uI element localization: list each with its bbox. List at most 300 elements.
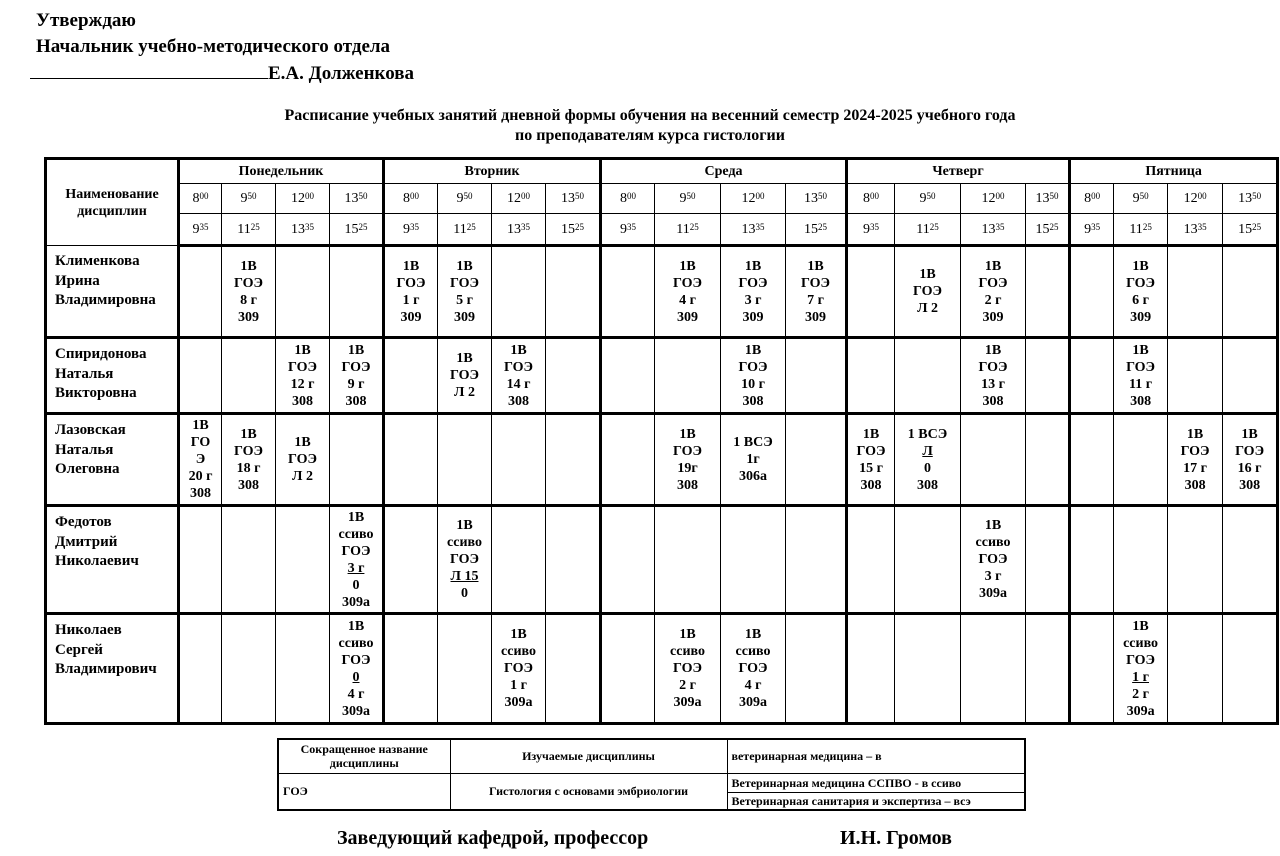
cell-line: 308: [860, 477, 882, 493]
approver-position: Начальник учебно-методического отдела: [36, 36, 391, 57]
end-time: [384, 214, 438, 246]
time-hour: 9: [240, 191, 248, 206]
start-time: [786, 184, 847, 214]
start-time: [895, 184, 961, 214]
end-time: [222, 214, 276, 246]
schedule-cell: [655, 414, 721, 506]
schedule-cell: [601, 246, 655, 338]
schedule-cell: [961, 614, 1026, 724]
cell-line: 10 г: [741, 376, 765, 392]
schedule-table: [44, 157, 1279, 725]
time-minute: 35: [627, 221, 637, 232]
time-minute: 50: [1139, 191, 1149, 201]
cell-line: 1 г: [402, 292, 420, 308]
time-hour: 11: [676, 221, 690, 237]
schedule-cell: [330, 338, 384, 414]
time-minute: 35: [410, 221, 419, 232]
time-minute: 50: [686, 191, 696, 201]
start-time: [1070, 184, 1114, 214]
time-hour: 9: [919, 191, 927, 206]
cell-line: ГОЭ: [450, 368, 479, 383]
cell-line: ссиво: [338, 635, 374, 651]
time-hour: 15: [561, 221, 575, 237]
schedule-cell: [1114, 246, 1168, 338]
time-minute: 00: [755, 191, 765, 201]
teacher-name: Николаев Сергей Владимирович: [46, 614, 179, 724]
time-hour: 9: [620, 221, 628, 237]
end-time: [847, 214, 895, 246]
cell-line: 309: [400, 309, 422, 325]
time-minute: 00: [995, 191, 1005, 201]
cell-line: 1В: [984, 258, 1002, 274]
schedule-cell: [961, 506, 1026, 614]
cell-line: ГОЭ: [801, 275, 830, 291]
schedule-cell: [721, 338, 786, 414]
cell-line: ГОЭ: [1126, 359, 1156, 375]
day-header: Четверг: [847, 159, 1070, 184]
time-hour: 9: [863, 221, 871, 237]
time-minute: 50: [247, 191, 257, 201]
time-minute: 35: [1091, 221, 1101, 232]
schedule-cell: [1026, 614, 1070, 724]
start-time: [330, 184, 384, 214]
cell-line: ГОЭ: [234, 275, 263, 291]
cell-line: 13 г: [981, 376, 1005, 392]
schedule-cell: [1070, 614, 1114, 724]
end-time: [1168, 214, 1223, 246]
schedule-cell: [1168, 614, 1223, 724]
time-minute: 25: [1142, 221, 1152, 232]
schedule-cell: [438, 338, 492, 414]
start-time: [438, 184, 492, 214]
schedule-cell: [1168, 246, 1223, 338]
time-minute: 35: [521, 221, 530, 232]
schedule-cell: [1223, 338, 1278, 414]
time-minute: 35: [305, 221, 314, 232]
time-minute: 50: [1252, 191, 1262, 201]
time-minute: 25: [929, 221, 939, 232]
cell-line: 17 г: [1183, 460, 1207, 476]
end-time: [721, 214, 786, 246]
cell-line: 309: [742, 309, 764, 325]
end-time: [330, 214, 384, 246]
cell-line: 1В: [456, 518, 473, 533]
time-hour: 13: [804, 191, 819, 206]
cell-line: ГОЭ: [673, 443, 702, 459]
schedule-cell: [1114, 414, 1168, 506]
schedule-cell: [179, 614, 222, 724]
cell-line: 309: [454, 309, 475, 325]
schedule-cell: [222, 506, 276, 614]
start-time: [276, 184, 330, 214]
cell-line: 308: [1130, 393, 1152, 409]
schedule-cell: [721, 414, 786, 506]
approval-block: [36, 8, 414, 87]
cell-line: 308: [508, 393, 529, 409]
time-minute: 00: [1197, 191, 1207, 201]
schedule-cell: [179, 246, 222, 338]
cell-line: ГОЭ: [978, 552, 1008, 567]
cell-line: ссиво: [338, 526, 374, 542]
teacher-name: Клименкова Ирина Владимировна: [46, 246, 179, 338]
time-hour: 13: [1035, 191, 1050, 206]
cell-line: 309а: [979, 586, 1008, 601]
time-hour: 11: [916, 221, 930, 237]
cell-line: 4 г: [744, 678, 762, 693]
cell-line: ГОЭ: [341, 359, 371, 375]
schedule-cell: [1070, 506, 1114, 614]
schedule-cell: [721, 246, 786, 338]
start-time: [546, 184, 601, 214]
schedule-cell: [438, 246, 492, 338]
cell-line: 0: [352, 669, 360, 685]
schedule-cell: [1070, 246, 1114, 338]
schedule-cell: [1026, 338, 1070, 414]
schedule-cell: [384, 614, 438, 724]
schedule-cell: [179, 506, 222, 614]
cell-line: 308: [742, 393, 764, 409]
time-minute: 00: [521, 191, 530, 201]
cell-line: ГОЭ: [738, 359, 768, 375]
cell-line: ГОЭ: [288, 452, 317, 467]
schedule-cell: [1223, 414, 1278, 506]
time-minute: 25: [358, 221, 368, 232]
schedule-cell: [1168, 414, 1223, 506]
time-minute: 35: [1197, 221, 1207, 232]
time-minute: 35: [995, 221, 1005, 232]
schedule-cell: [179, 414, 222, 506]
cell-line: ГОЭ: [1235, 443, 1265, 459]
cell-line: 1В: [1186, 426, 1204, 442]
time-hour: 13: [1238, 191, 1253, 206]
schedule-cell: [492, 338, 546, 414]
legend-spec-2: Ветеринарная санитария и экспертиза – всэ: [727, 792, 1025, 810]
schedule-cell: [546, 246, 601, 338]
cell-line: 309а: [1126, 703, 1155, 719]
legend-discipline: Гистология с основами эмбриологии: [450, 773, 727, 810]
cell-line: ГОЭ: [978, 275, 1008, 291]
time-hour: 15: [344, 221, 359, 237]
day-header: Пятница: [1070, 159, 1278, 184]
schedule-cell: [786, 414, 847, 506]
time-hour: 12: [507, 191, 521, 206]
cell-line: 308: [1239, 477, 1261, 493]
title-line-2: по преподавателям курса гистологии: [515, 127, 785, 144]
schedule-cell: [1026, 506, 1070, 614]
cell-line: ссиво: [501, 644, 536, 659]
schedule-cell: [330, 414, 384, 506]
schedule-cell: [179, 338, 222, 414]
cell-line: 1В: [240, 426, 257, 442]
time-hour: 9: [192, 221, 200, 237]
cell-line: 309: [1130, 309, 1152, 325]
end-time: [895, 214, 961, 246]
cell-line: ссиво: [735, 644, 771, 659]
start-time: [961, 184, 1026, 214]
cell-line: 1В: [679, 426, 696, 442]
cell-line: 308: [917, 477, 939, 493]
time-hour: 15: [1035, 221, 1050, 237]
cell-line: 1В: [984, 342, 1002, 358]
schedule-cell: [786, 506, 847, 614]
cell-line: 308: [190, 486, 211, 501]
footer-name: И.Н. Громов: [840, 827, 952, 849]
cell-line: 308: [238, 477, 259, 493]
time-hour: 13: [741, 221, 756, 237]
cell-line: 1В: [510, 627, 527, 642]
cell-line: 309: [805, 309, 827, 325]
end-time: [961, 214, 1026, 246]
end-time: [786, 214, 847, 246]
time-minute: 00: [627, 191, 637, 201]
cell-line: 20 г: [188, 469, 213, 484]
time-minute: 25: [575, 221, 584, 232]
cell-line: 11 г: [1129, 376, 1153, 392]
schedule-cell: [330, 614, 384, 724]
schedule-cell: [222, 414, 276, 506]
time-hour: 13: [1183, 221, 1198, 237]
schedule-cell: [1026, 414, 1070, 506]
schedule-cell: [384, 246, 438, 338]
schedule-cell: [1223, 246, 1278, 338]
cell-line: Л 2: [454, 385, 475, 400]
time-minute: 50: [463, 191, 473, 201]
legend-spec-0: ветеринарная медицина – в: [727, 739, 1025, 773]
end-time: [438, 214, 492, 246]
schedule-cell: [546, 338, 601, 414]
cell-line: 5 г: [456, 292, 473, 308]
cell-line: ГОЭ: [234, 443, 263, 459]
schedule-cell: [1070, 414, 1114, 506]
schedule-cell: [384, 414, 438, 506]
document-title: [0, 106, 1280, 146]
schedule-cell: [895, 506, 961, 614]
cell-line: ГОЭ: [1180, 443, 1210, 459]
schedule-cell: [546, 614, 601, 724]
schedule-cell: [546, 506, 601, 614]
end-time: [601, 214, 655, 246]
cell-line: 1В: [1132, 342, 1149, 358]
end-time: [492, 214, 546, 246]
time-hour: 12: [741, 191, 756, 206]
legend-discipline-header: Изучаемые дисциплины: [450, 739, 727, 773]
cell-line: 1В: [456, 258, 473, 274]
cell-line: 3 г: [744, 292, 762, 308]
time-minute: 25: [1049, 221, 1059, 232]
start-time: [492, 184, 546, 214]
schedule-cell: [222, 338, 276, 414]
time-hour: 9: [403, 221, 410, 237]
schedule-cell: [1168, 338, 1223, 414]
time-minute: 50: [575, 191, 584, 201]
time-hour: 9: [1084, 221, 1092, 237]
start-time: [1114, 184, 1168, 214]
legend-table: [277, 738, 1026, 811]
cell-line: 309: [238, 309, 259, 325]
cell-line: ГОЭ: [450, 552, 479, 567]
schedule-cell: [222, 614, 276, 724]
day-header: Вторник: [384, 159, 601, 184]
cell-line: ГОЭ: [1126, 275, 1156, 291]
cell-line: ГОЭ: [504, 661, 533, 676]
schedule-cell: [961, 338, 1026, 414]
time-hour: 13: [981, 221, 996, 237]
cell-line: 3 г: [984, 569, 1002, 584]
time-minute: 25: [689, 221, 699, 232]
cell-line: 12 г: [290, 376, 315, 392]
cell-line: 2 г: [1132, 686, 1149, 702]
time-hour: 8: [403, 191, 410, 206]
time-hour: 15: [804, 221, 819, 237]
cell-line: 308: [1184, 477, 1206, 493]
schedule-cell: [276, 338, 330, 414]
cell-line: 1В: [192, 418, 209, 433]
schedule-cell: [786, 246, 847, 338]
cell-line: ссиво: [1123, 635, 1159, 651]
time-hour: 11: [237, 221, 251, 237]
cell-line: 1г: [746, 452, 760, 467]
schedule-cell: [721, 506, 786, 614]
time-hour: 13: [344, 191, 359, 206]
cell-line: 2 г: [984, 292, 1002, 308]
start-time: [601, 184, 655, 214]
cell-line: 1В: [679, 258, 696, 274]
schedule-cell: [895, 338, 961, 414]
cell-line: ссиво: [670, 644, 705, 659]
footer-position: Заведующий кафедрой, профессор: [337, 827, 649, 849]
cell-line: ссиво: [975, 535, 1011, 550]
cell-line: ГОЭ: [1126, 652, 1156, 668]
cell-line: ГОЭ: [396, 275, 426, 291]
time-hour: 8: [863, 191, 871, 206]
cell-line: 4 г: [679, 292, 696, 308]
cell-line: 0: [924, 460, 932, 476]
schedule-cell: [786, 338, 847, 414]
schedule-cell: [847, 506, 895, 614]
title-line-1: Расписание учебных занятий дневной формы обучения на весенний семестр 2024-2025 учебного года: [284, 107, 1016, 124]
teacher-row: [46, 506, 1278, 614]
cell-line: 309а: [673, 695, 702, 710]
schedule-cell: [438, 414, 492, 506]
schedule-cell: [1114, 506, 1168, 614]
time-minute: 25: [250, 221, 260, 232]
time-hour: 12: [291, 191, 305, 206]
cell-line: 1В: [347, 342, 365, 358]
approver-signature-line: [36, 60, 414, 87]
end-time: [179, 214, 222, 246]
time-hour: 9: [456, 191, 464, 206]
time-minute: 50: [358, 191, 368, 201]
schedule-cell: [601, 338, 655, 414]
time-minute: 35: [755, 221, 765, 232]
schedule-cell: [384, 506, 438, 614]
time-hour: 8: [1084, 191, 1092, 206]
end-time: [655, 214, 721, 246]
cell-line: 19г: [677, 460, 698, 476]
end-time: [276, 214, 330, 246]
teacher-row: [46, 414, 1278, 506]
time-hour: 11: [453, 221, 467, 237]
schedule-cell: [492, 614, 546, 724]
cell-line: 1В: [294, 342, 311, 358]
time-minute: 25: [466, 221, 476, 232]
schedule-cell: [895, 414, 961, 506]
cell-line: 1В: [240, 258, 257, 274]
time-minute: 00: [305, 191, 314, 201]
cell-line: ГОЭ: [504, 359, 533, 375]
start-time: [384, 184, 438, 214]
start-time: [847, 184, 895, 214]
cell-line: ГОЭ: [913, 284, 942, 299]
time-minute: 00: [870, 191, 880, 201]
time-hour: 9: [679, 191, 687, 206]
time-minute: 50: [1049, 191, 1059, 201]
cell-line: 9 г: [347, 376, 365, 392]
cell-line: ГО: [190, 435, 211, 450]
teacher-name: Спиридонова Наталья Викторовна: [46, 338, 179, 414]
cell-line: ГОЭ: [341, 543, 371, 559]
cell-line: ГОЭ: [450, 275, 479, 291]
cell-line: 1 ВСЭ: [907, 426, 948, 442]
schedule-cell: [438, 614, 492, 724]
cell-line: 1В: [919, 267, 936, 282]
cell-line: 14 г: [506, 376, 531, 392]
cell-line: 1В: [862, 426, 880, 442]
cell-line: 6 г: [1132, 292, 1149, 308]
time-hour: 13: [561, 191, 575, 206]
schedule-cell: [847, 338, 895, 414]
schedule-cell: [1223, 506, 1278, 614]
cell-line: 4 г: [347, 686, 365, 702]
time-hour: 13: [291, 221, 305, 237]
cell-line: 309: [982, 309, 1004, 325]
schedule-cell: [961, 414, 1026, 506]
cell-line: 1В: [510, 342, 527, 358]
time-minute: 50: [926, 191, 936, 201]
cell-line: 1В: [744, 258, 762, 274]
schedule-cell: [895, 246, 961, 338]
teacher-name: Федотов Дмитрий Николаевич: [46, 506, 179, 614]
cell-line: ссиво: [447, 535, 482, 550]
cell-line: 1 г: [510, 678, 527, 693]
cell-line: 1 ВСЭ: [733, 435, 773, 450]
schedule-cell: [786, 614, 847, 724]
cell-line: ГОЭ: [978, 359, 1008, 375]
schedule-cell: [895, 614, 961, 724]
time-minute: 35: [199, 221, 209, 232]
teacher-row: [46, 614, 1278, 724]
end-time: [546, 214, 601, 246]
legend-spec-1: Ветеринарная медицина ССПВО - в ссиво: [727, 773, 1025, 792]
teacher-row: [46, 246, 1278, 338]
start-time: [1223, 184, 1278, 214]
cell-line: 0: [461, 586, 468, 601]
schedule-cell: [601, 614, 655, 724]
cell-line: Л 15: [450, 569, 479, 584]
schedule-cell: [276, 246, 330, 338]
signature-underline: [30, 60, 268, 79]
cell-line: ГОЭ: [738, 275, 768, 291]
cell-line: Л 2: [292, 469, 313, 484]
time-hour: 11: [1129, 221, 1143, 237]
start-time: [222, 184, 276, 214]
cell-line: 3 г: [347, 560, 365, 576]
cell-line: 1В: [1132, 618, 1149, 634]
cell-line: 1В: [1132, 258, 1149, 274]
end-time: [1026, 214, 1070, 246]
cell-line: 308: [982, 393, 1004, 409]
schedule-cell: [655, 506, 721, 614]
